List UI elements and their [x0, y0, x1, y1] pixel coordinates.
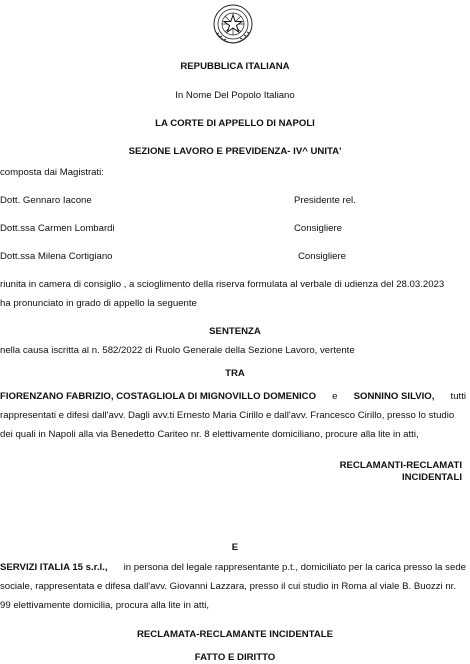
party1-conjunction: e: [332, 391, 338, 402]
tra-heading: TRA: [225, 368, 245, 379]
italian-republic-emblem-icon: [211, 2, 255, 46]
judge-role: Presidente rel.: [294, 195, 356, 206]
judge-name: Dott.ssa Carmen Lombardi: [0, 223, 115, 234]
party1-first-line: [0, 391, 466, 403]
party1-role: RECLAMANTI-RECLAMATI: [339, 460, 462, 471]
party1-tutti: tutti: [450, 391, 466, 402]
party2-line: 99 elettivamente domicilia, procura alla lite in atti,: [0, 600, 210, 611]
party1-names: FIORENZANO FABRIZIO, COSTAGLIOLA DI MIGNOVILLO DOMENICO: [0, 391, 317, 402]
party2-line: in persona del legale rappresentante p.t., domiciliato per la carica presso la sede: [123, 562, 466, 573]
judge-role: Consigliere: [298, 251, 346, 262]
people-heading: In Nome Del Popolo Italiano: [175, 90, 295, 101]
causa-line: nella causa iscritta al n. 582/2022 di Ruolo Generale della Sezione Lavoro, vertente: [0, 345, 355, 356]
section-heading: SEZIONE LAVORO E PREVIDENZA- IV^ UNITA': [128, 146, 342, 157]
party1-line: rappresentati e difesi dall'avv. Dagli avv.ti Ernesto Maria Cirillo e dall'avv. Francesco Cirillo, presso lo studio: [0, 410, 455, 421]
party2-line: sociale, rappresentata e difesa dall'avv. Giovanni Lazzara, presso il cui studio in Roma al viale B. Buozzi nr.: [0, 581, 456, 592]
composition-intro: composta dai Magistrati:: [0, 167, 104, 178]
riunita-line: riunita in camera di consiglio , a scioglimento della riserva formulata al verbale di udienza del 28.03.2023: [0, 279, 445, 290]
judge-name: Dott. Gennaro Iacone: [0, 195, 92, 206]
party2-first-line: [0, 562, 466, 574]
riunita-line: ha pronunciato in grado di appello la seguente: [0, 298, 197, 309]
separator-e: E: [231, 542, 239, 553]
party2-role: RECLAMATA-RECLAMANTE INCIDENTALE: [136, 629, 334, 640]
court-heading: LA CORTE DI APPELLO DI NAPOLI: [155, 118, 315, 129]
judge-name: Dott.ssa Milena Cortigiano: [0, 251, 113, 262]
fatto-heading: FATTO E DIRITTO: [194, 652, 276, 663]
judge-role: Consigliere: [294, 223, 342, 234]
republic-heading: REPUBBLICA ITALIANA: [180, 61, 290, 72]
party1-role-cont: INCIDENTALI: [401, 472, 462, 483]
party2-name: SERVIZI ITALIA 15 s.r.l.,: [0, 562, 108, 573]
sentenza-heading: SENTENZA: [209, 326, 261, 337]
party1-line: dei quali in Napoli alla via Benedetto Cariteo nr. 8 elettivamente domiciliano, procure alla lite in atti,: [0, 429, 419, 440]
party1-names-2: SONNINO SILVIO,: [353, 391, 435, 402]
